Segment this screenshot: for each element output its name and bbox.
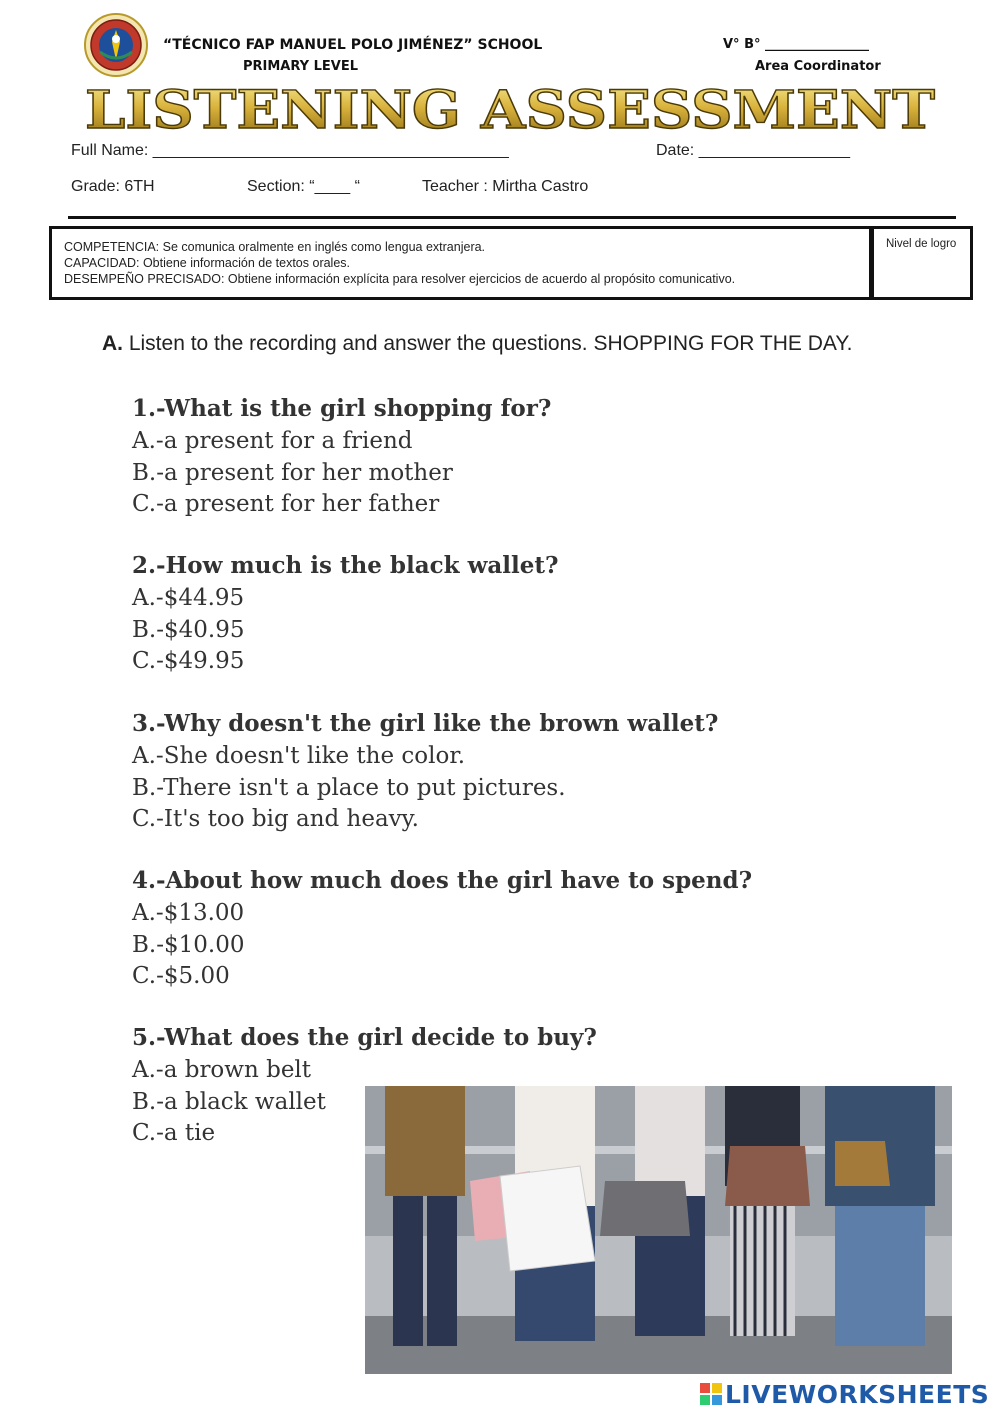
instruction-text: Listen to the recording and answer the questions. SHOPPING FOR THE DAY. (123, 332, 853, 355)
option-a[interactable]: A.-a present for a friend (132, 428, 413, 454)
achievement-level-box (871, 226, 973, 300)
question-2 (132, 552, 559, 678)
approval-line: V° B° ________________ (723, 37, 870, 52)
section-field[interactable]: Section: “____ “ (247, 178, 360, 195)
achievement-level-label: Nivel de logro (886, 238, 957, 250)
option-a[interactable]: A.-a brown belt (132, 1057, 312, 1083)
option-a[interactable]: A.-$13.00 (132, 900, 245, 926)
full-name-field[interactable]: Full Name: ________________________________________ (71, 142, 509, 159)
header-divider (68, 216, 956, 219)
teacher-label: Teacher : Mirtha Castro (422, 178, 589, 195)
option-c[interactable]: C.-$49.95 (132, 648, 245, 674)
desempeno-text: DESEMPEÑO PRECISADO: Obtiene información explícita para resolver ejercicios de acuerdo al propósito comunicativo. (64, 272, 736, 286)
option-b[interactable]: B.-a black wallet (132, 1088, 326, 1115)
option-b[interactable]: B.-$40.95 (132, 616, 245, 643)
competencia-text: COMPETENCIA: Se comunica oralmente en inglés como lengua extranjera. (64, 240, 486, 254)
question-1 (132, 395, 551, 521)
option-c[interactable]: C.-$5.00 (132, 963, 230, 989)
page-title-text: LISTENING ASSESSMENT (85, 80, 936, 138)
competency-box (49, 226, 872, 300)
option-b[interactable]: B.-$10.00 (132, 931, 245, 958)
date-field[interactable]: Date: _________________ (656, 142, 850, 159)
question-title: 5.-What does the girl decide to buy? (132, 1024, 597, 1051)
option-b[interactable]: B.-a present for her mother (132, 459, 453, 486)
option-a[interactable]: A.-She doesn't like the color. (132, 743, 466, 769)
option-a[interactable]: A.-$44.95 (132, 585, 245, 611)
option-c[interactable]: C.-a tie (132, 1120, 216, 1146)
instruction-letter: A. (102, 332, 123, 355)
grade-label: Grade: 6TH (71, 178, 155, 195)
school-level: PRIMARY LEVEL (243, 59, 359, 74)
school-name: “TÉCNICO FAP MANUEL POLO JIMÉNEZ” SCHOOL (163, 37, 543, 53)
option-c[interactable]: C.-a present for her father (132, 491, 440, 517)
question-title: 4.-About how much does the girl have to spend? (132, 867, 753, 894)
capacidad-text: CAPACIDAD: Obtiene información de textos orales. (64, 256, 351, 270)
liveworksheets-logo-icon (699, 1382, 723, 1406)
brand-logo (699, 1376, 989, 1412)
question-title: 2.-How much is the black wallet? (132, 552, 559, 579)
area-coordinator: Area Coordinator (755, 59, 881, 74)
page-title (80, 78, 940, 138)
shopping-people-photo (365, 1086, 952, 1374)
question-4 (132, 867, 752, 993)
question-title: 3.-Why doesn't the girl like the brown wallet? (132, 710, 719, 737)
school-crest-icon (82, 12, 150, 78)
question-title: 1.-What is the girl shopping for? (132, 395, 552, 422)
question-3 (132, 710, 718, 836)
option-c[interactable]: C.-It's too big and heavy. (132, 806, 419, 832)
instruction (102, 332, 853, 356)
brand-text: LIVEWORKSHEETS (725, 1379, 990, 1409)
option-b[interactable]: B.-There isn't a place to put pictures. (132, 774, 566, 801)
